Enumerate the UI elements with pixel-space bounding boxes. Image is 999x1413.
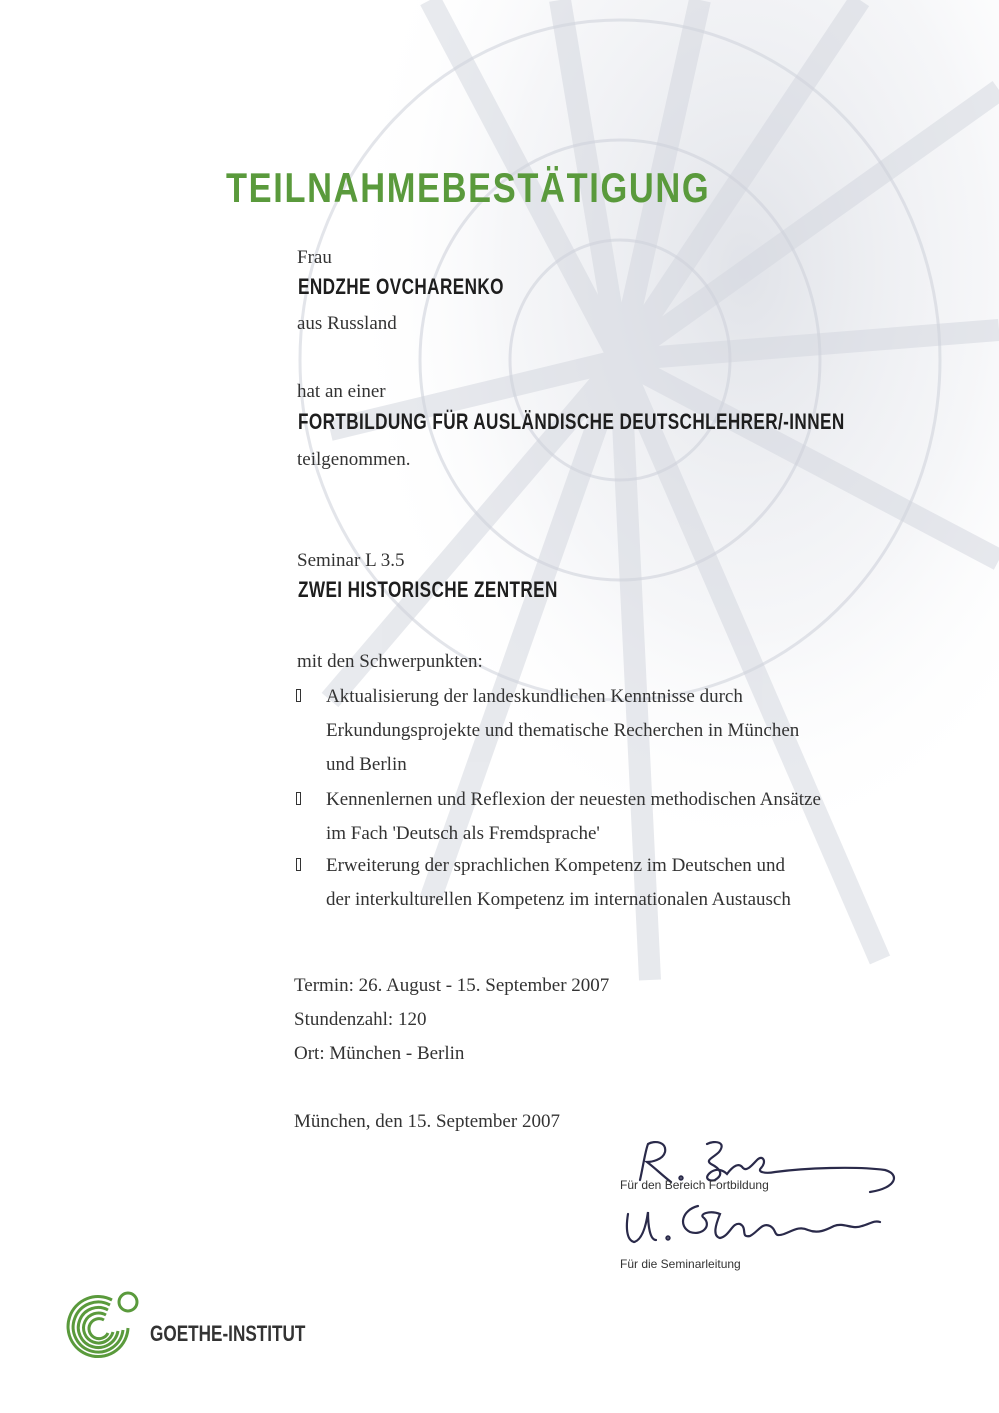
- focus-point-2-line-1: Kennenlernen und Reflexion der neuesten methodischen Ansätze: [326, 789, 821, 810]
- program-title: FORTBILDUNG FÜR AUSLÄNDISCHE DEUTSCHLEHRER/-INNEN: [298, 409, 845, 434]
- issue-date: München, den 15. September 2007: [294, 1111, 560, 1132]
- seminar-code: Seminar L 3.5: [297, 550, 405, 571]
- location: Ort: München - Berlin: [294, 1043, 465, 1064]
- signature-2: [612, 1196, 892, 1256]
- focus-point-2-line-2: im Fach 'Deutsch als Fremdsprache': [326, 823, 600, 844]
- bullet-icon: [296, 689, 301, 702]
- goethe-institut-logo-icon: [60, 1284, 142, 1366]
- seminar-title: ZWEI HISTORISCHE ZENTREN: [298, 577, 558, 602]
- intro-text: hat an einer: [297, 381, 386, 402]
- focus-point-3-line-2: der interkulturellen Kompetenz im internationalen Austausch: [326, 889, 791, 910]
- origin: aus Russland: [297, 313, 397, 334]
- organization-name: GOETHE-INSTITUT: [150, 1321, 306, 1346]
- date-range: Termin: 26. August - 15. September 2007: [294, 975, 610, 996]
- focus-point-1-line-3: und Berlin: [326, 754, 407, 775]
- salutation: Frau: [297, 247, 332, 268]
- participated-text: teilgenommen.: [297, 449, 411, 470]
- bullet-icon: [296, 792, 301, 805]
- focus-point-1-line-1: Aktualisierung der landeskundlichen Kenntnisse durch: [326, 686, 743, 707]
- signature-1-label: Für den Bereich Fortbildung: [620, 1178, 769, 1192]
- focus-point-3-line-1: Erweiterung der sprachlichen Kompetenz im Deutschen und: [326, 855, 786, 876]
- focus-intro: mit den Schwerpunkten:: [297, 651, 483, 672]
- focus-point-1-line-2: Erkundungsprojekte und thematische Recherchen in München: [326, 720, 800, 741]
- signature-2-label: Für die Seminarleitung: [620, 1257, 741, 1271]
- participant-name: ENDZHE OVCHARENKO: [298, 274, 504, 299]
- certificate-title: TEILNAHMEBESTÄTIGUNG: [226, 164, 711, 211]
- hours: Stundenzahl: 120: [294, 1009, 427, 1030]
- bullet-icon: [296, 858, 301, 871]
